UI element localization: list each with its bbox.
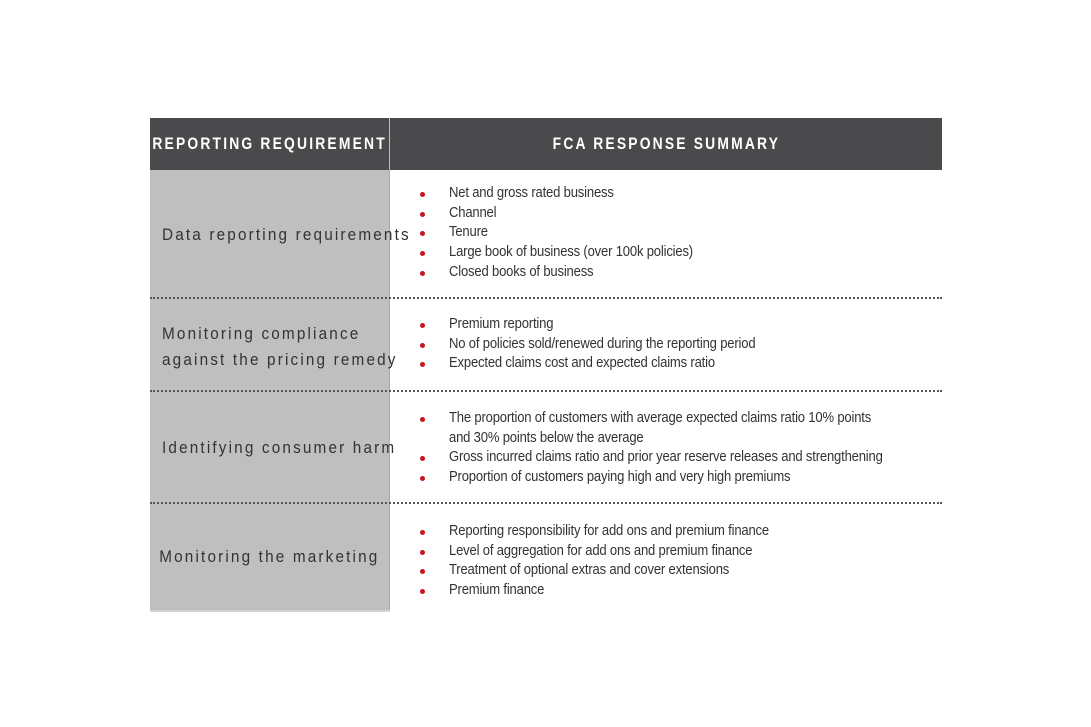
requirement-cell — [150, 392, 397, 504]
list-item — [416, 522, 942, 542]
list-item — [416, 409, 942, 448]
bullet-icon — [420, 323, 425, 328]
requirement-label: Monitoring compliance — [162, 323, 361, 343]
list-item — [416, 581, 942, 601]
requirements-table — [150, 118, 942, 612]
bullet-icon — [420, 251, 425, 256]
header-requirement-label: REPORTING REQUIREMENT — [152, 134, 387, 153]
list-item-text: Premium finance — [449, 582, 545, 599]
list-item-text: No of policies sold/renewed during the reporting period — [449, 335, 756, 352]
list-item — [416, 263, 942, 283]
requirement-label: Identifying consumer harm — [162, 438, 397, 457]
bullet-icon — [420, 212, 425, 217]
list-item-text: Proportion of customers paying high and very high premiums — [449, 469, 791, 486]
list-item-text: Channel — [449, 204, 497, 221]
table-row — [150, 504, 942, 610]
requirement-label: against the pricing remedy — [162, 349, 398, 369]
table-row — [150, 299, 942, 392]
bullet-icon — [420, 417, 425, 422]
bullet-list — [416, 409, 942, 488]
list-item-text: Closed books of business — [449, 263, 594, 280]
header-cell-summary — [390, 118, 942, 170]
requirement-cell — [150, 170, 411, 299]
bullet-list — [416, 315, 942, 374]
header-summary-label: FCA RESPONSE SUMMARY — [552, 134, 780, 153]
summary-cell — [390, 299, 942, 392]
table-row — [150, 170, 942, 299]
list-item-text: and 30% points below the average — [449, 429, 644, 446]
list-item — [416, 561, 942, 581]
list-item — [416, 184, 942, 204]
list-item-text: Net and gross rated business — [449, 185, 614, 201]
list-item-text: Premium reporting — [449, 316, 554, 332]
requirement-cell — [150, 299, 398, 392]
bullet-icon — [420, 192, 425, 197]
list-item-text: Expected claims cost and expected claims ratio — [449, 355, 715, 372]
summary-cell — [390, 392, 942, 504]
list-item — [416, 315, 942, 335]
bullet-icon — [420, 530, 425, 535]
list-item — [416, 448, 942, 468]
bullet-icon — [420, 476, 425, 481]
bullet-list — [416, 522, 942, 601]
summary-cell — [390, 170, 942, 299]
requirement-label: Data reporting requirements — [162, 224, 411, 244]
bullet-list — [416, 184, 942, 283]
bullet-icon — [420, 271, 425, 276]
list-item — [416, 243, 942, 263]
list-item — [416, 468, 942, 488]
table-header — [150, 118, 942, 170]
bullet-icon — [420, 456, 425, 461]
bullet-icon — [420, 569, 425, 574]
table-row — [150, 392, 942, 504]
list-item-text: Treatment of optional extras and cover extensions — [449, 562, 730, 579]
list-item — [416, 223, 942, 243]
table-bottom-edge — [150, 610, 390, 612]
list-item — [416, 335, 942, 355]
requirement-label: Monitoring the marketing — [159, 547, 380, 566]
list-item-text: Tenure — [449, 224, 488, 241]
requirement-cell — [150, 504, 390, 610]
list-item-text: Level of aggregation for add ons and premium finance — [449, 542, 753, 559]
summary-cell — [390, 504, 942, 610]
bullet-icon — [420, 362, 425, 367]
list-item-text: Reporting responsibility for add ons and premium finance — [449, 523, 769, 539]
list-item — [416, 204, 942, 224]
header-cell-requirement — [150, 118, 390, 170]
list-item — [416, 542, 942, 562]
list-item — [416, 354, 942, 374]
bullet-icon — [420, 550, 425, 555]
bullet-icon — [420, 343, 425, 348]
list-item-text: Large book of business (over 100k policies) — [449, 244, 693, 261]
bullet-icon — [420, 589, 425, 594]
list-item-text: Gross incurred claims ratio and prior year reserve releases and strengthening — [449, 449, 883, 466]
list-item-text: The proportion of customers with average expected claims ratio 10% points — [449, 410, 872, 426]
bullet-icon — [420, 231, 425, 236]
